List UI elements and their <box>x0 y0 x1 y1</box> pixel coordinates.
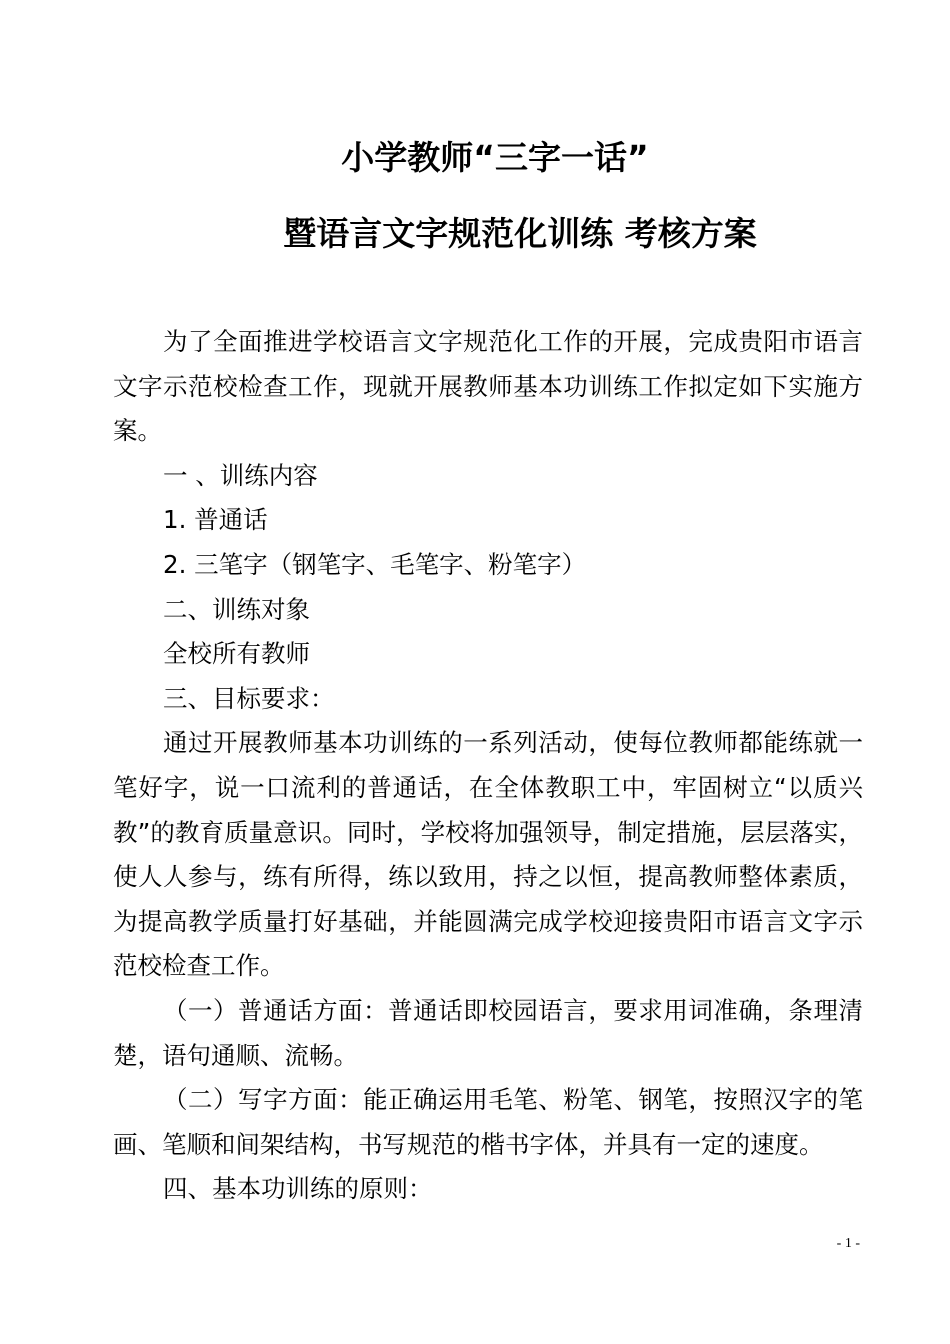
page-number: - 1 - <box>836 1236 860 1251</box>
section3-paragraph: 通过开展教师基本功训练的一系列活动，使每位教师都能练就一笔好字，说一口流利的普通话，在全体教职工中，牢固树立“以质兴教”的教育质量意识。同时，学校将加强领导，制定措施，层层落实，使人人参与，练有所得，练以致用，持之以恒，提高教师整体素质，为提高教学质量打好基础，并能圆满完成学校迎接贵阳市语言文字示范校检查工作。 <box>113 728 863 981</box>
document-title-line1: 小学教师“三字一话” <box>341 138 649 177</box>
section3-sub-putonghua: （一）普通话方面：普通话即校园语言，要求用词准确，条理清楚，语句通顺、流畅。 <box>113 995 863 1070</box>
intro-paragraph: 为了全面推进学校语言文字规范化工作的开展，完成贵阳市语言文字示范校检查工作，现就开展教师基本功训练工作拟定如下实施方案。 <box>113 327 863 446</box>
document-body <box>113 320 863 1212</box>
section2-text: 全校所有教师 <box>163 639 310 669</box>
document-title-line2: 暨语言文字规范化训练 考核方案 <box>283 214 757 253</box>
section2-heading: 二、训练对象 <box>163 594 310 624</box>
section3-sub-writing: （二）写字方面：能正确运用毛笔、粉笔、钢笔，按照汉字的笔画、笔顺和间架结构，书写规范的楷书字体，并具有一定的速度。 <box>113 1085 863 1159</box>
section1-item-2: 2. 三笔字（钢笔字、毛笔字、粉笔字） <box>163 549 587 579</box>
section1-item-1: 1. 普通话 <box>163 505 268 535</box>
section4-heading: 四、基本功训练的原则： <box>163 1174 433 1204</box>
section3-heading: 三、目标要求： <box>163 683 335 713</box>
section1-heading: 一 、训练内容 <box>163 460 318 490</box>
